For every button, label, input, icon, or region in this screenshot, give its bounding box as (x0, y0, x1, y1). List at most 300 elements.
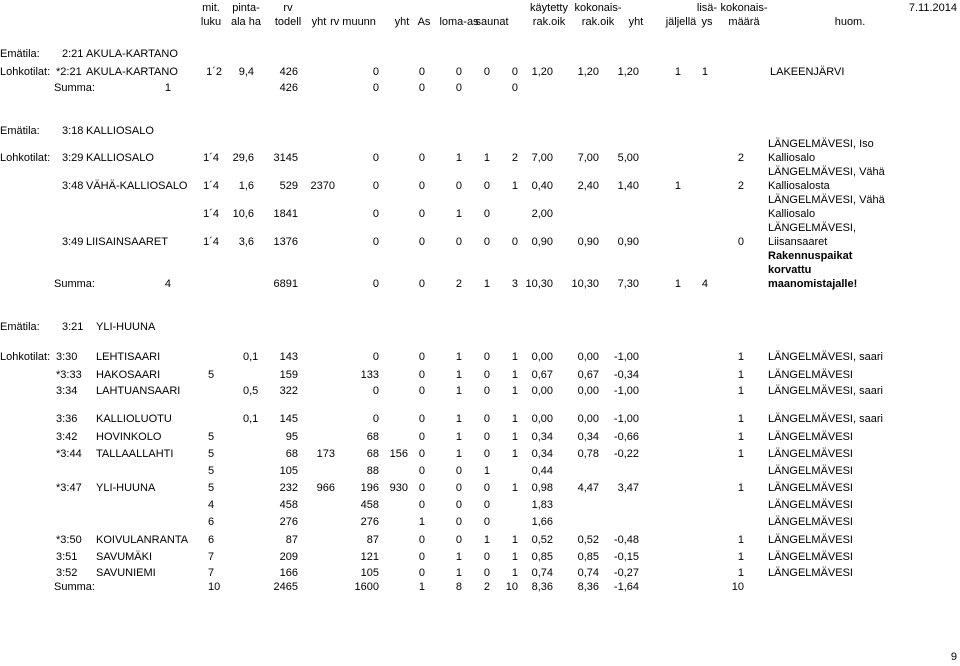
cell: 0 (455, 465, 462, 477)
summa-cell: 3 (511, 278, 518, 290)
huom-cell: LÄNGELMÄVESI (768, 465, 853, 477)
cell: 1´4 (203, 236, 219, 248)
cell: 1 (483, 534, 490, 546)
cell: 209 (279, 551, 298, 563)
lohko-id: *3:50 (56, 534, 82, 546)
cell: -0,27 (613, 567, 639, 579)
cell: 1 (737, 551, 744, 563)
huom-cell: LÄNGELMÄVESI (768, 516, 853, 528)
cell: 1 (455, 208, 462, 220)
cell: 0 (737, 236, 744, 248)
cell: 0 (418, 413, 425, 425)
lohko-label: Lohkotilat: (0, 351, 51, 363)
cell: 276 (279, 516, 298, 528)
cell: 0 (418, 208, 425, 220)
column-header: loma-as (439, 16, 479, 28)
cell: 6 (208, 516, 215, 528)
summa-cell: 0 (418, 278, 425, 290)
column-header: ala ha (231, 16, 261, 28)
cell: 0 (418, 465, 425, 477)
summa-cell: 7,30 (617, 278, 639, 290)
cell: 0,90 (531, 236, 553, 248)
summa-cell: 4 (164, 278, 171, 290)
cell: 7 (208, 551, 215, 563)
cell: 0 (455, 236, 462, 248)
lohko-name: KALLIOLUOTU (96, 413, 172, 425)
cell: 1 (483, 152, 490, 164)
cell: 1 (737, 351, 744, 363)
lohko-id: 3:48 (62, 180, 84, 192)
cell: -1,00 (613, 413, 639, 425)
cell: 0,1 (243, 413, 259, 425)
cell: 3,47 (617, 482, 639, 494)
summa-cell: 2 (483, 581, 490, 593)
lohko-name: SAVUMÄKI (96, 551, 153, 563)
cell: 0,98 (531, 482, 553, 494)
cell: 1 (737, 567, 744, 579)
lohko-name: SAVUNIEMI (96, 567, 156, 579)
lohko-name: KALLIOSALO (86, 152, 154, 164)
summa-label: Summa: (54, 581, 95, 593)
huom-cell: LÄNGELMÄVESI, (768, 222, 857, 234)
cell: 0 (483, 516, 490, 528)
cell: 0,00 (531, 413, 553, 425)
page-header (0, 0, 960, 32)
cell: 1 (674, 66, 681, 78)
cell: 0,74 (531, 567, 553, 579)
cell: 105 (279, 465, 298, 477)
cell: 3,6 (238, 236, 254, 248)
cell: 1 (674, 180, 681, 192)
lohko-name: LIISAINSAARET (86, 236, 168, 248)
lohko-name: HOVINKOLO (96, 431, 162, 443)
cell: 68 (285, 448, 298, 460)
summa-cell: 6891 (273, 278, 298, 290)
huom-cell: LÄNGELMÄVESI (768, 482, 853, 494)
column-header: jäljellä (665, 16, 697, 28)
cell: 1 (511, 180, 518, 192)
column-header-top: mit. (202, 2, 220, 14)
summa-label: Summa: (54, 278, 95, 290)
cell: 1 (511, 448, 518, 460)
emat-label: Emätila: (0, 48, 40, 60)
cell: 159 (279, 369, 298, 381)
cell: 0 (483, 180, 490, 192)
cell: 0 (483, 351, 490, 363)
cell: 87 (285, 534, 298, 546)
cell: 0,90 (617, 236, 639, 248)
cell: 0 (372, 66, 379, 78)
summa-cell: 426 (279, 82, 298, 94)
cell: 1841 (273, 208, 298, 220)
cell: 0,74 (577, 567, 599, 579)
summa-cell: 10 (208, 581, 221, 593)
emat-id: 3:21 (62, 321, 84, 333)
lohko-name: KOIVULANRANTA (96, 534, 189, 546)
cell: 1 (455, 152, 462, 164)
lohko-id: *3:47 (56, 482, 82, 494)
cell: 7 (208, 567, 215, 579)
column-header: As (417, 16, 431, 28)
lohko-label: Lohkotilat: (0, 152, 51, 164)
summa-cell: 4 (701, 278, 708, 290)
cell: 5 (208, 431, 215, 443)
summa-cell: 2465 (273, 581, 298, 593)
cell: 0 (455, 516, 462, 528)
cell: 0 (418, 567, 425, 579)
cell: 1 (418, 516, 425, 528)
huom-cell: LÄNGELMÄVESI, saari (768, 385, 883, 397)
column-header-top: kokonais- (574, 2, 622, 14)
cell: 1 (737, 448, 744, 460)
cell: 1 (455, 567, 462, 579)
cell: 0,67 (577, 369, 599, 381)
huom-cell: LÄNGELMÄVESI (768, 448, 853, 460)
note-text: maanomistajalle! (768, 278, 858, 290)
cell: 29,6 (232, 152, 254, 164)
cell: 0 (483, 66, 490, 78)
cell: 145 (279, 413, 298, 425)
lohko-name: YLI-HUUNA (96, 482, 156, 494)
cell: 0,90 (577, 236, 599, 248)
cell: 0,44 (531, 465, 553, 477)
cell: 0 (418, 431, 425, 443)
cell: 9,4 (238, 66, 254, 78)
cell: 196 (360, 482, 379, 494)
cell: -0,48 (613, 534, 639, 546)
huom-cell: LÄNGELMÄVESI (768, 499, 853, 511)
cell: 1´4 (203, 152, 219, 164)
emat-name: AKULA-KARTANO (86, 48, 178, 60)
cell: 0 (483, 413, 490, 425)
cell: 1 (511, 567, 518, 579)
column-header-top: rv (283, 2, 293, 14)
cell: 3145 (273, 152, 298, 164)
lohko-id: *3:33 (56, 369, 82, 381)
summa-label: Summa: (54, 82, 95, 94)
cell: 0 (372, 180, 379, 192)
cell: 0,5 (243, 385, 259, 397)
cell: 0 (483, 208, 490, 220)
column-header-top: pinta- (232, 2, 260, 14)
column-header-top: käytetty (530, 2, 568, 14)
cell: 1 (511, 413, 518, 425)
page-number: 9 (950, 651, 957, 663)
lohko-id: 3:36 (56, 413, 78, 425)
cell: 1 (455, 551, 462, 563)
lohko-id: 3:34 (56, 385, 78, 397)
cell: LAKEENJÄRVI (770, 66, 845, 78)
column-header: luku (200, 16, 222, 28)
summa-cell: 8,36 (577, 581, 599, 593)
cell: 1,6 (238, 180, 254, 192)
lohko-id: *2:21 (56, 66, 82, 78)
cell: 1 (737, 369, 744, 381)
cell: 0 (483, 236, 490, 248)
cell: -0,15 (613, 551, 639, 563)
column-header-top: kokonais- (720, 2, 768, 14)
cell: 173 (316, 448, 335, 460)
huom-cell: Kalliosalosta (768, 180, 830, 192)
cell: 1´2 (206, 66, 222, 78)
cell: 156 (389, 448, 408, 460)
cell: 0 (418, 551, 425, 563)
cell: 2370 (310, 180, 335, 192)
cell: -0,34 (613, 369, 639, 381)
summa-cell: 1 (674, 278, 681, 290)
lohko-id: 3:51 (56, 551, 78, 563)
cell: 426 (279, 66, 298, 78)
huom-cell: LÄNGELMÄVESI (768, 567, 853, 579)
cell: 0 (418, 236, 425, 248)
cell: 0,00 (577, 385, 599, 397)
cell: 0 (455, 499, 462, 511)
cell: 0 (483, 431, 490, 443)
cell: 0,34 (531, 448, 553, 460)
cell: -1,00 (613, 351, 639, 363)
cell: 1 (511, 534, 518, 546)
cell: 1 (701, 66, 708, 78)
cell: 0 (372, 236, 379, 248)
column-header: yht (394, 16, 410, 28)
cell: 1,20 (531, 66, 553, 78)
cell: 0 (372, 385, 379, 397)
cell: -1,00 (613, 385, 639, 397)
cell: 1 (511, 431, 518, 443)
cell: 1 (455, 448, 462, 460)
cell: 5 (208, 448, 215, 460)
cell: 0 (418, 152, 425, 164)
cell: 0 (483, 567, 490, 579)
summa-cell: 2 (455, 278, 462, 290)
summa-cell: -1,64 (613, 581, 639, 593)
cell: 1,20 (577, 66, 599, 78)
cell: 0,34 (531, 431, 553, 443)
emat-name: YLI-HUUNA (96, 321, 156, 333)
cell: 0,00 (531, 385, 553, 397)
cell: 0 (483, 499, 490, 511)
emat-label: Emätila: (0, 125, 40, 137)
cell: 1 (455, 431, 462, 443)
huom-cell: Kalliosalo (768, 208, 816, 220)
huom-cell: LÄNGELMÄVESI, Iso (768, 138, 874, 150)
cell: 1 (455, 369, 462, 381)
cell: 0 (418, 351, 425, 363)
lohko-name: HAKOSAARI (96, 369, 161, 381)
cell: 1376 (273, 236, 298, 248)
cell: 0 (418, 448, 425, 460)
cell: 143 (279, 351, 298, 363)
cell: 529 (279, 180, 298, 192)
lohko-label: Lohkotilat: (0, 66, 51, 78)
emat-id: 2:21 (62, 48, 84, 60)
cell: 0,34 (577, 431, 599, 443)
lohko-name: LEHTISAARI (96, 351, 161, 363)
cell: 1,20 (617, 66, 639, 78)
emat-label: Emätila: (0, 321, 40, 333)
cell: 0 (372, 351, 379, 363)
column-header: ys (701, 16, 713, 28)
summa-cell: 1 (418, 581, 425, 593)
huom-cell: Kalliosalo (768, 152, 816, 164)
cell: 2,00 (531, 208, 553, 220)
huom-cell: LÄNGELMÄVESI (768, 369, 853, 381)
cell: 1 (511, 482, 518, 494)
summa-cell: 10 (505, 581, 518, 593)
cell: 7,00 (577, 152, 599, 164)
cell: -0,66 (613, 431, 639, 443)
lohko-id: 3:52 (56, 567, 78, 579)
column-header: rak.oik (581, 16, 615, 28)
cell: 5 (208, 482, 215, 494)
cell: 0 (455, 180, 462, 192)
cell: 0,40 (531, 180, 553, 192)
cell: 1 (737, 482, 744, 494)
cell: 1 (737, 534, 744, 546)
summa-cell: 0 (511, 82, 518, 94)
cell: 1´4 (203, 180, 219, 192)
cell: 0 (418, 385, 425, 397)
cell: 0 (455, 66, 462, 78)
cell: -0,22 (613, 448, 639, 460)
column-header: yht (628, 16, 644, 28)
cell: 1´4 (203, 208, 219, 220)
cell: 1 (455, 413, 462, 425)
cell: 105 (360, 567, 379, 579)
cell: 0,67 (531, 369, 553, 381)
cell: 0 (418, 369, 425, 381)
summa-cell: 1600 (354, 581, 379, 593)
cell: 0 (455, 534, 462, 546)
cell: 0,00 (531, 351, 553, 363)
column-header: saunat (475, 16, 509, 28)
cell: 1 (511, 385, 518, 397)
cell: 0 (511, 236, 518, 248)
summa-cell: 1 (164, 82, 171, 94)
column-header: rak.oik (532, 16, 566, 28)
cell: 2 (511, 152, 518, 164)
cell: 1 (737, 413, 744, 425)
lohko-name: VÄHÄ-KALLIOSALO (86, 180, 188, 192)
cell: 0 (418, 482, 425, 494)
cell: 0,85 (531, 551, 553, 563)
summa-cell: 0 (372, 82, 379, 94)
summa-cell: 0 (418, 82, 425, 94)
cell: 0 (483, 482, 490, 494)
huom-cell: LÄNGELMÄVESI, saari (768, 413, 883, 425)
cell: 1 (483, 465, 490, 477)
lohko-id: 3:30 (56, 351, 78, 363)
column-header: todell (274, 16, 302, 28)
cell: 0,00 (577, 413, 599, 425)
cell: 0 (483, 551, 490, 563)
cell: 0,00 (577, 351, 599, 363)
cell: 0 (372, 208, 379, 220)
column-header: rv muunn (330, 16, 376, 28)
cell: 0 (372, 152, 379, 164)
lohko-id: 3:49 (62, 236, 84, 248)
cell: 0 (372, 413, 379, 425)
cell: 7,00 (531, 152, 553, 164)
cell: 87 (366, 534, 379, 546)
cell: 0 (483, 369, 490, 381)
cell: 88 (366, 465, 379, 477)
summa-cell: 8 (455, 581, 462, 593)
huom-cell: Liisansaaret (768, 236, 828, 248)
cell: 1,83 (531, 499, 553, 511)
huom-cell: LÄNGELMÄVESI, Vähä (768, 194, 885, 206)
cell: 0,52 (577, 534, 599, 546)
cell: 1,40 (617, 180, 639, 192)
huom-cell: LÄNGELMÄVESI (768, 431, 853, 443)
huom-cell: LÄNGELMÄVESI, Vähä (768, 166, 885, 178)
cell: 121 (360, 551, 379, 563)
lohko-id: 3:42 (56, 431, 78, 443)
cell: 458 (360, 499, 379, 511)
cell: 1 (511, 369, 518, 381)
summa-cell: 10,30 (571, 278, 599, 290)
cell: 0 (418, 66, 425, 78)
cell: 4,47 (577, 482, 599, 494)
cell: 95 (285, 431, 298, 443)
cell: 966 (316, 482, 335, 494)
cell: 1 (511, 551, 518, 563)
cell: 1 (737, 385, 744, 397)
cell: 5 (208, 465, 215, 477)
lohko-name: TALLAALLAHTI (96, 448, 174, 460)
cell: 4 (208, 499, 215, 511)
cell: 2,40 (577, 180, 599, 192)
summa-cell: 0 (372, 278, 379, 290)
huom-cell: LÄNGELMÄVESI (768, 534, 853, 546)
cell: 0 (418, 499, 425, 511)
summa-cell: 1 (483, 278, 490, 290)
summa-cell: 0 (455, 82, 462, 94)
cell: 2 (737, 152, 744, 164)
cell: 0 (418, 180, 425, 192)
column-header: huom. (834, 16, 866, 28)
cell: 1 (455, 385, 462, 397)
cell: 232 (279, 482, 298, 494)
cell: 458 (279, 499, 298, 511)
summa-cell: 8,36 (531, 581, 553, 593)
cell: 276 (360, 516, 379, 528)
column-header: määrä (728, 16, 760, 28)
cell: 5 (208, 369, 215, 381)
cell: 1 (455, 351, 462, 363)
cell: 1 (737, 431, 744, 443)
cell: 68 (366, 448, 379, 460)
header-date: 7.11.2014 (908, 2, 957, 14)
cell: 0,52 (531, 534, 553, 546)
note-text: Rakennuspaikat (768, 250, 853, 262)
cell: 0,1 (243, 351, 259, 363)
cell: 166 (279, 567, 298, 579)
cell: 0 (418, 534, 425, 546)
cell: 0 (483, 448, 490, 460)
cell: 6 (208, 534, 215, 546)
cell: 1 (511, 351, 518, 363)
note-text: korvattu (768, 264, 812, 276)
column-header: yht (311, 16, 327, 28)
huom-cell: LÄNGELMÄVESI (768, 551, 853, 563)
cell: 133 (360, 369, 379, 381)
lohko-id: 3:29 (62, 152, 84, 164)
cell: 0,78 (577, 448, 599, 460)
cell: 322 (279, 385, 298, 397)
huom-cell: LÄNGELMÄVESI, saari (768, 351, 883, 363)
lohko-name: AKULA-KARTANO (86, 66, 178, 78)
